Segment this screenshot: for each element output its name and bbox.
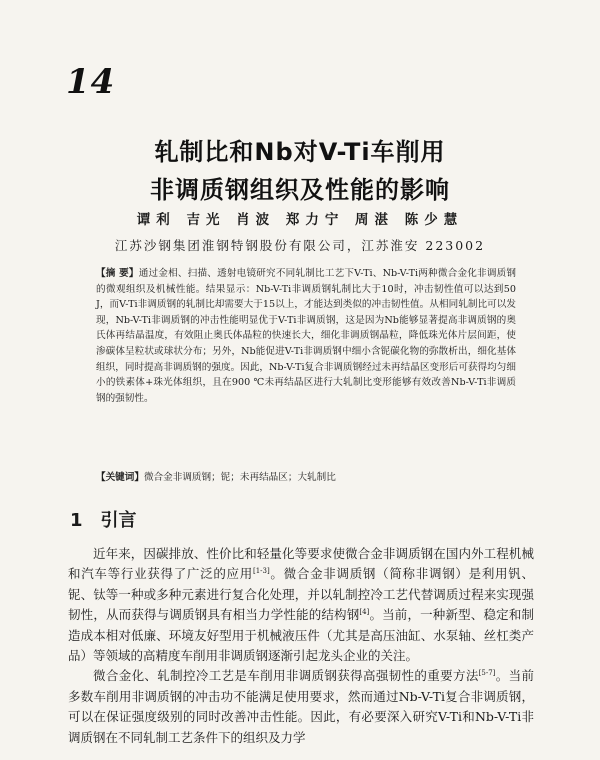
abstract [96, 266, 516, 406]
citation-1: [1-3] [252, 567, 270, 576]
chapter-number: 14 [66, 62, 116, 102]
abstract-text: 通过金相、扫描、透射电镜研究不同轧制比工艺下V-Ti、Nb-V-Ti两种微合金化非调质钢的微观组织及机械性能。结果显示：Nb-V-Ti非调质钢轧制比大于10时，冲击韧性值可以达到50 J，而V-Ti非调质钢的轧制比却需要大于15以上，才能达到类似的冲击韧性值。从相同轧制比可以发现，Nb-V-Ti非调质钢的冲击性能明显优于V-Ti非调质钢，这是因为Nb能够显著提高非调质钢的奥氏体再结晶温度，有效阻止奥氏体晶粒的快速长大，细化非调质钢晶粒，降低珠光体片层间距，使渗碳体呈粒状或球状分布；另外，Nb能促进V-Ti非调质钢中细小含铌碳化物的弥散析出，细化基体组织，同时提高非调质钢的强度。因此，Nb-V-Ti复合非调质钢经过未再结晶区变形后可获得均匀细小的铁素体+珠光体组织，且在900 ℃未再结晶区进行大轧制比变形能够有效改善Nb-V-Ti非调质钢的强韧性。 [96, 268, 517, 404]
keywords-text: 微合金非调质钢；铌；未再结晶区；大轧制比 [143, 472, 336, 483]
authors: 谭利 吉光 肖波 郑力宁 周湛 陈少慧 [136, 212, 464, 228]
section-number: 1 [70, 510, 83, 531]
citation-3: [5-7] [478, 669, 496, 678]
title-line-2: 非调质钢组织及性能的影响 [150, 176, 450, 204]
paragraph-2-b: 。当前多数车削用非调质钢的冲击功不能满足使用要求，然而通过Nb-V-Ti复合非调质钢，可以在保证强度级别的同时改善冲击性能。因此，有必要深入研究V-Ti和Nb-V-Ti非调质钢在不同轧制工艺条件下的组织及力学 [68, 668, 534, 745]
affiliation: 江苏沙钢集团淮钢特钢股份有限公司，江苏淮安 223002 [114, 238, 486, 253]
paragraph-1 [68, 544, 534, 666]
keywords-label: 【关键词】 [96, 472, 144, 483]
paragraph-1-c: 。当前，一种新型、稳定和制造成本相对低廉、环境友好型用于机械液压件（尤其是高压油缸、水泵轴、丝杠类产品）等领域的高精度车削用非调质钢逐渐引起龙头企业的关注。 [68, 607, 534, 664]
paragraph-2-a: 微合金化、轧制控冷工艺是车削用非调质钢获得高强韧性的重要方法 [93, 668, 479, 684]
section-title: 引言 [100, 510, 137, 531]
body-text [68, 544, 534, 748]
paragraph-1-b: 。微合金非调质钢（简称非调钢）是利用钒、铌、钛等一种或多种元素进行复合化处理，并以轧制控冷工艺代替调质过程来实现强韧性，从而获得与调质钢具有相当力学性能的结构钢 [68, 566, 534, 623]
title-line-1: 轧制比和Nb对V-Ti车削用 [154, 138, 446, 166]
section-heading [70, 506, 137, 532]
paragraph-2 [68, 666, 534, 748]
paragraph-1-a: 近年来，因碳排放、性价比和轻量化等要求使微合金非调质钢在国内外工程机械和汽车等行业获得了广泛的应用 [68, 546, 534, 582]
citation-2: [4] [359, 608, 370, 617]
abstract-label: 【摘 要】 [96, 268, 139, 279]
keywords [96, 470, 516, 485]
